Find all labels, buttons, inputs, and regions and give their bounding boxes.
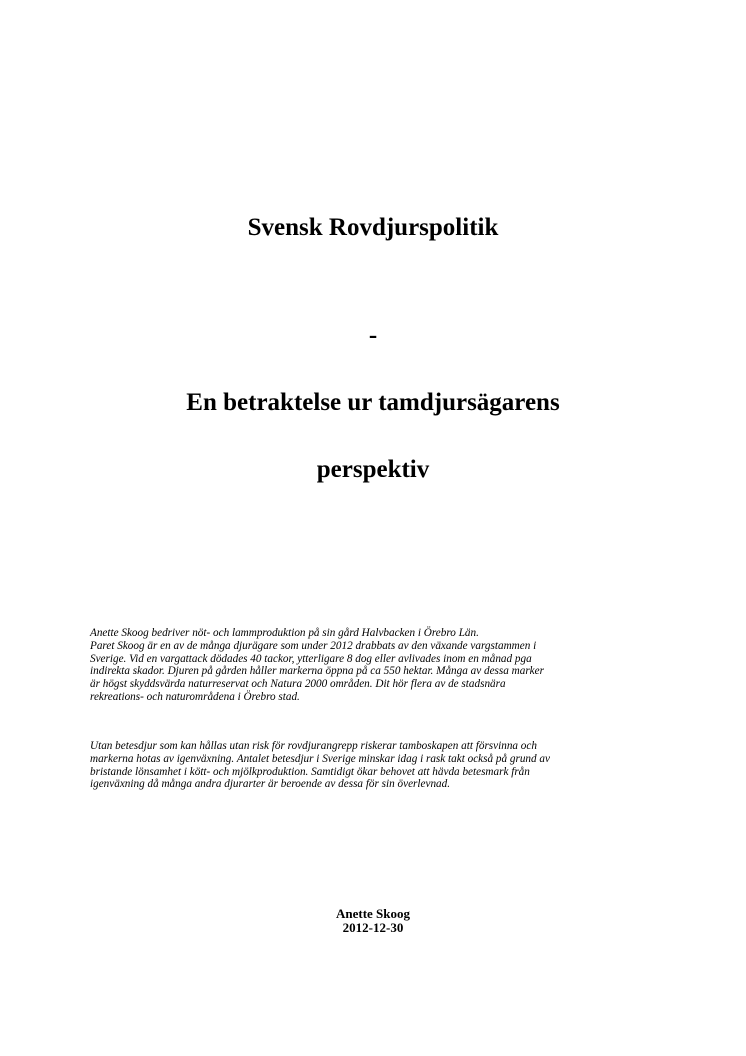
abstract-line: Anette Skoog bedriver nöt- och lammproduktion på sin gård Halvbacken i Örebro Län. <box>90 627 479 639</box>
abstract-line: Paret Skoog är en av de många djurägare som under 2012 drabbats av den växande vargstammen i <box>90 639 537 652</box>
title-separator: - <box>368 322 378 349</box>
abstract-line: indirekta skador. Djuren på gården håller markerna öppna på ca 550 hektar. Många av dessa marker <box>90 665 544 678</box>
abstract-line: bristande lönsamhet i kött- och mjölkproduktion. Samtidigt ökar behovet att hävda betesmark från <box>90 765 530 778</box>
abstract-paragraph-1 <box>90 627 670 704</box>
author-name: Anette Skoog <box>335 906 411 921</box>
abstract-line: markerna hotas av igenväxning. Antalet betesdjur i Sverige minskar idag i rask takt också på grund av <box>90 752 550 765</box>
abstract-paragraph-2 <box>90 740 670 791</box>
author-block <box>0 907 746 935</box>
abstract-line: rekreations- och naturområdena i Örebro stad. <box>90 690 300 703</box>
abstract-line: Sverige. Vid en vargattack dödades 40 tackor, ytterligare 8 dog eller avlivades inom en månad pga <box>90 652 532 665</box>
title-line-1: Svensk Rovdjurspolitik <box>247 214 499 241</box>
abstract-line: igenväxning då många andra djurarter är beroende av dessa för sin överlevnad. <box>90 778 451 791</box>
title-line-2: En betraktelse ur tamdjursägarens <box>186 389 560 416</box>
title-line-3: perspektiv <box>316 456 430 483</box>
document-date: 2012-12-30 <box>342 920 404 935</box>
abstract-line: är högst skyddsvärda naturreservat och Natura 2000 områden. Dit hör flera av de stadsnära <box>90 678 506 691</box>
abstract-line: Utan betesdjur som kan hållas utan risk för rovdjurangrepp riskerar tamboskapen att försvinna och <box>90 740 537 752</box>
